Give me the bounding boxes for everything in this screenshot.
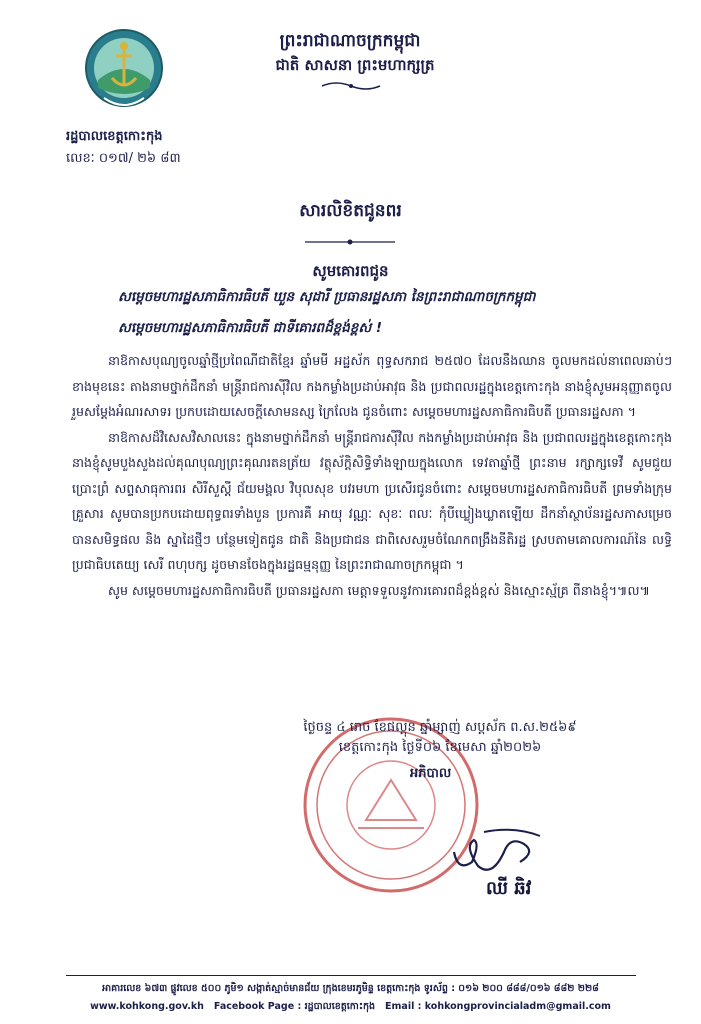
reference-number: លេខៈ ០១៧/ ២៦ ៨៣	[66, 151, 181, 166]
footer-facebook[interactable]: Facebook Page : រដ្ឋបាលខេត្តកោះកុង	[213, 1001, 376, 1012]
signer-title: អភិបាល	[410, 766, 452, 781]
lunar-date: ថ្ងៃចន្ទ ៤ រោច ខែផល្គុន ឆ្នាំម្សាញ់ សប្តស័ក ព.ស.២៥៦៩	[303, 720, 577, 735]
body-paragraph-2: នាឱកាសដ៏វិសេសវិសាលនេះ ក្នុងនាមថ្នាក់ដឹកនាំ មន្ត្រីរាជការស៊ីវិល កងកម្លាំងប្រដាប់អាវុធ និង ប្រជាពលរដ្ឋក្នុងខេត្តកោះកុង នាងខ្ញុំសូមបួងសួងដល់គុណបុណ្យព្រះគុណរតនត្រ័យ វត្ថុស័ក្តិសិទ្ធិទាំងឡាយក្នុងលោក ទេវតាឆ្នាំថ្មី ព្រះនាម រក្សាក្សទេវី សូមជួយប្រោះព្រំ សព្ទសាធុការពរ សិរីសួស្តី ជ័យមង្គល វិបុលសុខ បវរមហា ប្រសើរជូនចំពោះ សម្តេចមហារដ្ឋសភាធិការធិបតី ព្រមទាំងក្រុមគ្រួសារ សូមបានប្រកបដោយពុទ្ធពរទាំងបួន ប្រការគឺ អាយុ វណ្ណៈ សុខៈ ពលៈ កុំបីឃ្លៀងឃ្លាតឡើយ ដឹកនាំស្ថាប័នរដ្ឋសភាសម្រេចបានសមិទ្ធផល និង ស្នាដៃថ្មីៗ បន្ថែមទៀតជូន ជាតិ និងប្រជាជន ជាពិសេសរួមចំណែកពង្រឹងនីតិរដ្ឋ ស្របតាមគោលការណ៍នៃ លទ្ធិប្រជាធិបតេយ្យ សេរី ពហុបក្ស ដូចមានចែងក្នុងរដ្ឋធម្មនុញ្ញ នៃព្រះរាជាណាចក្រកម្ពុជា ។	[72, 429, 672, 572]
administration-name: រដ្ឋបាលខេត្តកោះកុង	[66, 129, 163, 144]
provincial-logo	[84, 28, 164, 114]
signer-name: ឈី ឆិវ	[486, 878, 532, 899]
footer-divider	[66, 975, 636, 976]
footer-contacts	[0, 1000, 701, 1014]
kingdom-heading: ព្រះរាជាណាចក្រកម្ពុជា	[279, 31, 421, 51]
footer-website[interactable]: www.kohkong.gov.kh	[90, 1001, 204, 1012]
date-block	[290, 718, 590, 758]
solar-date: ខេត្តកោះកុង ថ្ងៃទី០៦ ខែមេសា ឆ្នាំ២០២៦	[338, 740, 542, 755]
letter-title: សារលិខិតជូនពរ	[299, 201, 402, 221]
footer-address: អាគារលេខ ៦៧៣ ផ្លូវលេខ ៥០០ ភូមិ១ សង្កាត់ស្មាច់មានជ័យ ក្រុងខេមរភូមិន្ទ ខេត្តកោះកុង ទូរស័ព្ទ : ០១៦ ២០០ ៨៨៨/០១៦ ៨៨២ ២២៨	[102, 983, 599, 994]
body-paragraph-3: សូម សម្តេចមហារដ្ឋសភាធិការធិបតី ប្រធានរដ្ឋសភា មេត្តាទទួលនូវការគោរពដ៏ខ្ពង់ខ្ពស់ និងស្មោះស្ម័គ្រ ពីនាងខ្ញុំ។៕ល៕	[108, 582, 650, 598]
footer-email[interactable]: Email : kohkongprovincialadm@gmail.com	[385, 1001, 611, 1012]
respectfully-line: សូមគោរពជូន	[312, 262, 389, 280]
motto-heading: ជាតិ សាសនា ព្រះមហាក្សត្រ	[275, 56, 435, 74]
ornament-divider	[320, 80, 382, 92]
recipient-line: សម្តេចមហារដ្ឋសភាធិការធិបតី ឃួន សុដារី ប្រធានរដ្ឋសភា នៃព្រះរាជាណាចក្រកម្ពុជា	[118, 289, 536, 305]
title-ornament	[303, 237, 397, 247]
salutation-line: សម្តេចមហារដ្ឋសភាធិការធិបតី ជាទីគោរពដ៏ខ្ពង់ខ្ពស់ !	[118, 320, 383, 336]
signature	[444, 822, 544, 882]
body-paragraph-1: នាឱកាសបុណ្យចូលឆ្នាំថ្មីប្រពៃណីជាតិខ្មែរ ឆ្នាំមមី អដ្ឋស័ក ពុទ្ធសករាជ ២៥៧០ ដែលនឹងឈាន ចូលមកដល់នាពេលឆាប់ៗខាងមុខនេះ តាងនាមថ្នាក់ដឹកនាំ មន្ត្រីរាជការស៊ីវិល កងកម្លាំងប្រដាប់អាវុធ និង ប្រជាពលរដ្ឋក្នុងខេត្តកោះកុង នាងខ្ញុំសូមអនុញ្ញាតចូលរួមសម្តែងអំណរសាទរ ប្រកបដោយសេចក្តីសោមនស្ស ក្រៃលែង ជូនចំពោះ សម្តេចមហារដ្ឋសភាធិការធិបតី ប្រធានរដ្ឋសភា ។	[72, 353, 672, 419]
letter-body	[72, 348, 672, 603]
